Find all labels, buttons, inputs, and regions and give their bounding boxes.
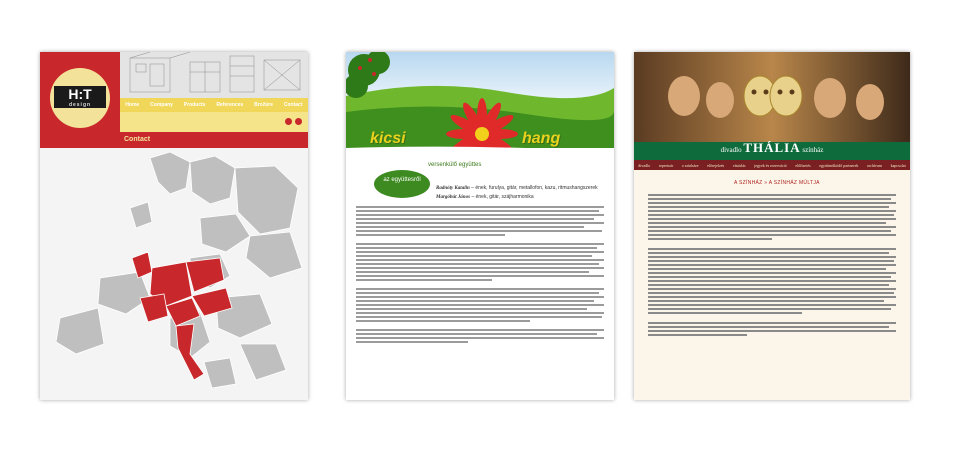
nav-contact[interactable]: Contact xyxy=(283,102,303,108)
menu-item[interactable]: o színháze xyxy=(681,162,699,168)
brand-name: THÁLIA xyxy=(743,140,801,155)
nav-home[interactable]: Home xyxy=(125,102,140,108)
brand-title: divadlo THÁLIA színház xyxy=(720,140,824,155)
language-flag-icon[interactable] xyxy=(295,118,302,125)
menu-item[interactable]: együttműködő partnerek xyxy=(819,162,859,168)
main-menu xyxy=(634,160,910,170)
menu-item[interactable]: vásárlás xyxy=(732,162,746,168)
nav-products[interactable]: Products xyxy=(183,102,206,108)
actors-photo-icon xyxy=(634,52,910,142)
tagline: versenkülő együttes xyxy=(428,162,482,168)
language-switcher xyxy=(285,118,302,125)
sub-banner xyxy=(120,112,308,132)
menu-item[interactable]: archívum xyxy=(866,162,883,168)
breadcrumb[interactable]: A SZÍNHÁZ » A SZÍNHÁZ MÚLTJA xyxy=(734,180,820,186)
title-right: hang xyxy=(522,130,561,147)
menu-item[interactable]: divadlo xyxy=(638,162,651,168)
menu-item[interactable]: repertoár xyxy=(658,162,674,168)
section-title: Contact xyxy=(124,136,151,143)
nav-brochure[interactable]: Brožúre xyxy=(254,102,274,108)
architecture-sketch-icon xyxy=(120,52,308,98)
design-preview-hit[interactable] xyxy=(40,52,308,400)
main-nav xyxy=(120,98,308,112)
body-text-placeholder xyxy=(356,206,604,345)
design-preview-thalia[interactable] xyxy=(634,52,910,400)
menu-item[interactable]: előrejelzés xyxy=(707,162,725,168)
menu-item[interactable]: kapcsolat xyxy=(890,162,906,168)
member-row: Radnóty Katalin – ének, furulya, gitár, metallofon, kazu, ritmushangszerek xyxy=(436,185,598,191)
body-text-placeholder xyxy=(648,194,896,338)
europe-map-icon xyxy=(40,148,308,400)
about-leaf-button[interactable]: az együttesről xyxy=(374,170,430,198)
member-list xyxy=(436,184,598,202)
member-row: Margóbút János – ének, gitár, szájharmonika xyxy=(436,194,534,200)
menu-item[interactable]: jegyek és rezerváció xyxy=(754,162,787,168)
logo-subtext: design xyxy=(68,102,92,108)
language-flag-icon[interactable] xyxy=(285,118,292,125)
hit-logo: H:T design xyxy=(54,86,106,108)
nav-references[interactable]: References xyxy=(216,102,244,108)
design-preview-kicsi-hang[interactable] xyxy=(346,52,614,400)
hit-logo-block xyxy=(40,52,120,148)
title-left: kicsi xyxy=(370,130,406,147)
menu-item[interactable]: előfizetés xyxy=(795,162,811,168)
nav-company[interactable]: Company xyxy=(150,102,173,108)
